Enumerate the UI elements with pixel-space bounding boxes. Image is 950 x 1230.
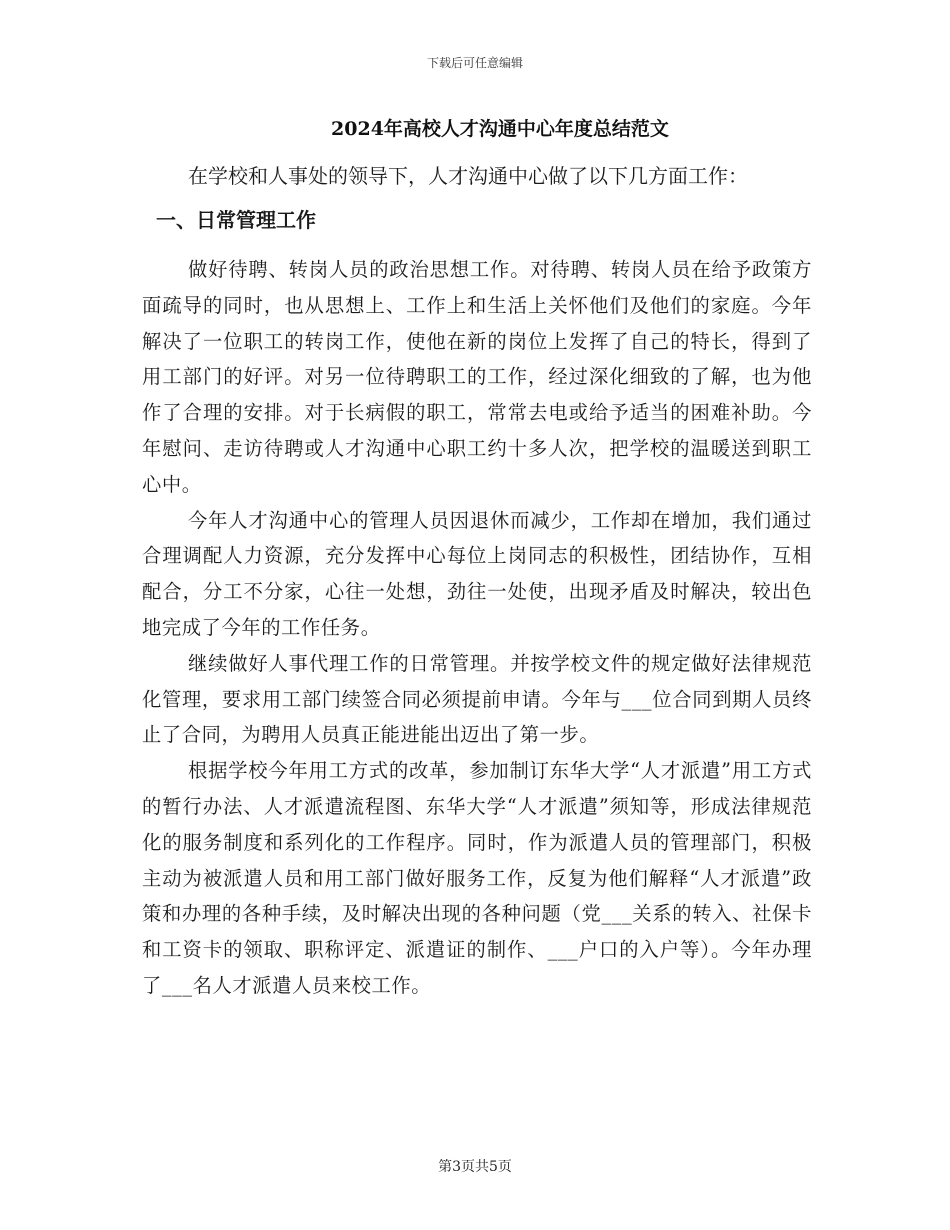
document-body	[142, 158, 812, 1004]
page-number: 第3页共5页	[438, 1159, 512, 1175]
document-title: 2024年高校人才沟通中心年度总结范文	[331, 118, 669, 140]
body-paragraph: 今年人才沟通中心的管理人员因退休而减少，工作却在增加，我们通过合理调配人力资源，充分发挥中心每位上岗同志的积极性，团结协作，互相配合，分工不分家，心往一处想，劲往一处使，出现矛盾及时解决，较出色地完成了今年的工作任务。	[142, 508, 812, 639]
body-paragraph: 根据学校今年用工方式的改革，参加制订东华大学“人才派遣”用工方式的暂行办法、人才派遣流程图、东华大学“人才派遣”须知等，形成法律规范化的服务制度和系列化的工作程序。同时，作为派遣人员的管理部门，积极主动为被派遣人员和用工部门做好服务工作，反复为他们解释“人才派遣”政策和办理的各种手续，及时解决出现的各种问题（党___关系的转入、社保卡和工资卡的领取、职称评定、派遣证的制作、___户口的入户等）。今年办理了___名人才派遣人员来校工作。	[142, 759, 812, 997]
intro-paragraph: 在学校和人事处的领导下，人才沟通中心做了以下几方面工作：	[188, 164, 748, 188]
header-note: 下载后可任意编辑	[426, 56, 523, 70]
section-heading: 一、日常管理工作	[156, 208, 316, 232]
body-paragraph: 继续做好人事代理工作的日常管理。并按学校文件的规定做好法律规范化管理，要求用工部门续签合同必须提前申请。今年与___位合同到期人员终止了合同，为聘用人员真正能进能出迈出了第一步。	[142, 651, 812, 747]
body-paragraph: 做好待聘、转岗人员的政治思想工作。对待聘、转岗人员在给予政策方面疏导的同时，也从思想上、工作上和生活上关怀他们及他们的家庭。今年解决了一位职工的转岗工作，使他在新的岗位上发挥了自己的特长，得到了用工部门的好评。对另一位待聘职工的工作，经过深化细致的了解，也为他作了合理的安排。对于长病假的职工，常常去电或给予适当的困难补助。今年慰问、走访待聘或人才沟通中心职工约十多人次，把学校的温暖送到职工心中。	[142, 258, 812, 496]
